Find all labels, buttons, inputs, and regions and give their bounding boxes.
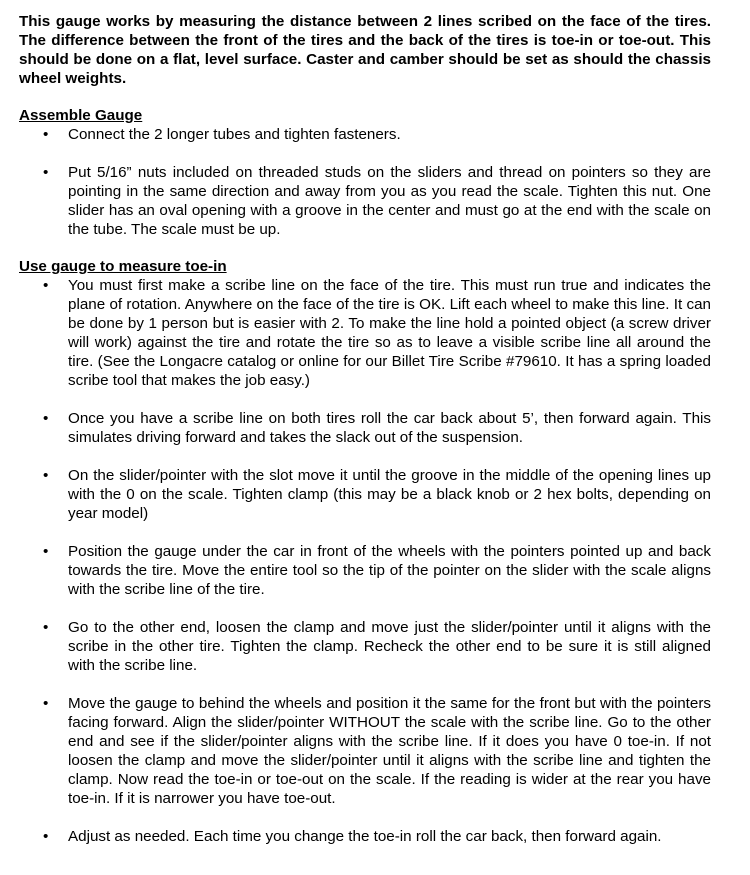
bullet-icon: • [43, 126, 49, 143]
bullet-icon: • [43, 828, 49, 845]
bullet-list [19, 125, 711, 239]
list-item-text: Position the gauge under the car in front of the wheels with the pointers pointed up and back towards the tire. Move the entire tool so the tip of the pointer on the slider with the scale aligns with the scribe line of the tire. [68, 543, 711, 598]
list-item-text: Connect the 2 longer tubes and tighten fasteners. [68, 126, 401, 143]
list-item-text: On the slider/pointer with the slot move it until the groove in the middle of the opening lines up with the 0 on the scale. Tighten clamp (this may be a black knob or 2 hex bolts, depending on year model) [68, 467, 711, 522]
bullet-icon: • [43, 543, 49, 560]
list-item [19, 694, 711, 808]
list-item [19, 125, 711, 144]
bullet-icon: • [43, 619, 49, 636]
instruction-page [19, 12, 711, 846]
bullet-icon: • [43, 277, 49, 294]
bullet-list [19, 276, 711, 846]
list-item-text: Once you have a scribe line on both tires roll the car back about 5’, then forward again. This simulates driving forward and takes the slack out of the suspension. [68, 410, 711, 446]
list-item [19, 542, 711, 599]
section-heading: Assemble Gauge [19, 107, 143, 124]
bullet-icon: • [43, 410, 49, 427]
section-measure-toe-in [19, 257, 711, 846]
section-assemble-gauge [19, 106, 711, 239]
section-heading: Use gauge to measure toe-in [19, 258, 227, 275]
list-item [19, 163, 711, 239]
list-item [19, 618, 711, 675]
list-item-text: Adjust as needed. Each time you change the toe-in roll the car back, then forward again. [68, 828, 662, 845]
list-item-text: Move the gauge to behind the wheels and position it the same for the front but with the pointers facing forward. Align the slider/pointer WITHOUT the scale with the scribe line. Go to the other end and see if the slider/pointer aligns with the scribe line. If it does you have 0 toe-in. If not loosen the clamp and move the slider/pointer until it aligns with the scribe line and tighten the clamp. Now read the toe-in or toe-out on the scale. If the reading is wider at the rear you have toe-in. If it is narrower you have toe-out. [68, 695, 711, 807]
list-item [19, 409, 711, 447]
bullet-icon: • [43, 164, 49, 181]
list-item [19, 827, 711, 846]
list-item [19, 466, 711, 523]
bullet-icon: • [43, 467, 49, 484]
list-item [19, 276, 711, 390]
list-item-text: Go to the other end, loosen the clamp and move just the slider/pointer until it aligns with the scribe in the other tire. Tighten the clamp. Recheck the other end to be sure it is still aligned with the scribe line. [68, 619, 711, 674]
bullet-icon: • [43, 695, 49, 712]
list-item-text: Put 5/16” nuts included on threaded studs on the sliders and thread on pointers so they are pointing in the same direction and away from you as you read the scale. Tighten this nut. One slider has an oval opening with a groove in the center and must go at the end with the scale on the tube. The scale must be up. [68, 164, 711, 238]
list-item-text: You must first make a scribe line on the face of the tire. This must run true and indicates the plane of rotation. Anywhere on the face of the tire is OK. Lift each wheel to make this line. It can be done by 1 person but is easier with 2. To make the line hold a pointed object (a screw driver will work) against the tire and rotate the tire so as to leave a visible scribe line all around the tire. (See the Longacre catalog or online for our Billet Tire Scribe #79610. It has a spring loaded scribe tool that makes the job easy.) [68, 277, 711, 389]
intro-paragraph: This gauge works by measuring the distance between 2 lines scribed on the face of the tires. The difference between the front of the tires and the back of the tires is toe-in or toe-out. This should be done on a flat, level surface. Caster and camber should be set as should the chassis wheel weights. [19, 13, 711, 87]
